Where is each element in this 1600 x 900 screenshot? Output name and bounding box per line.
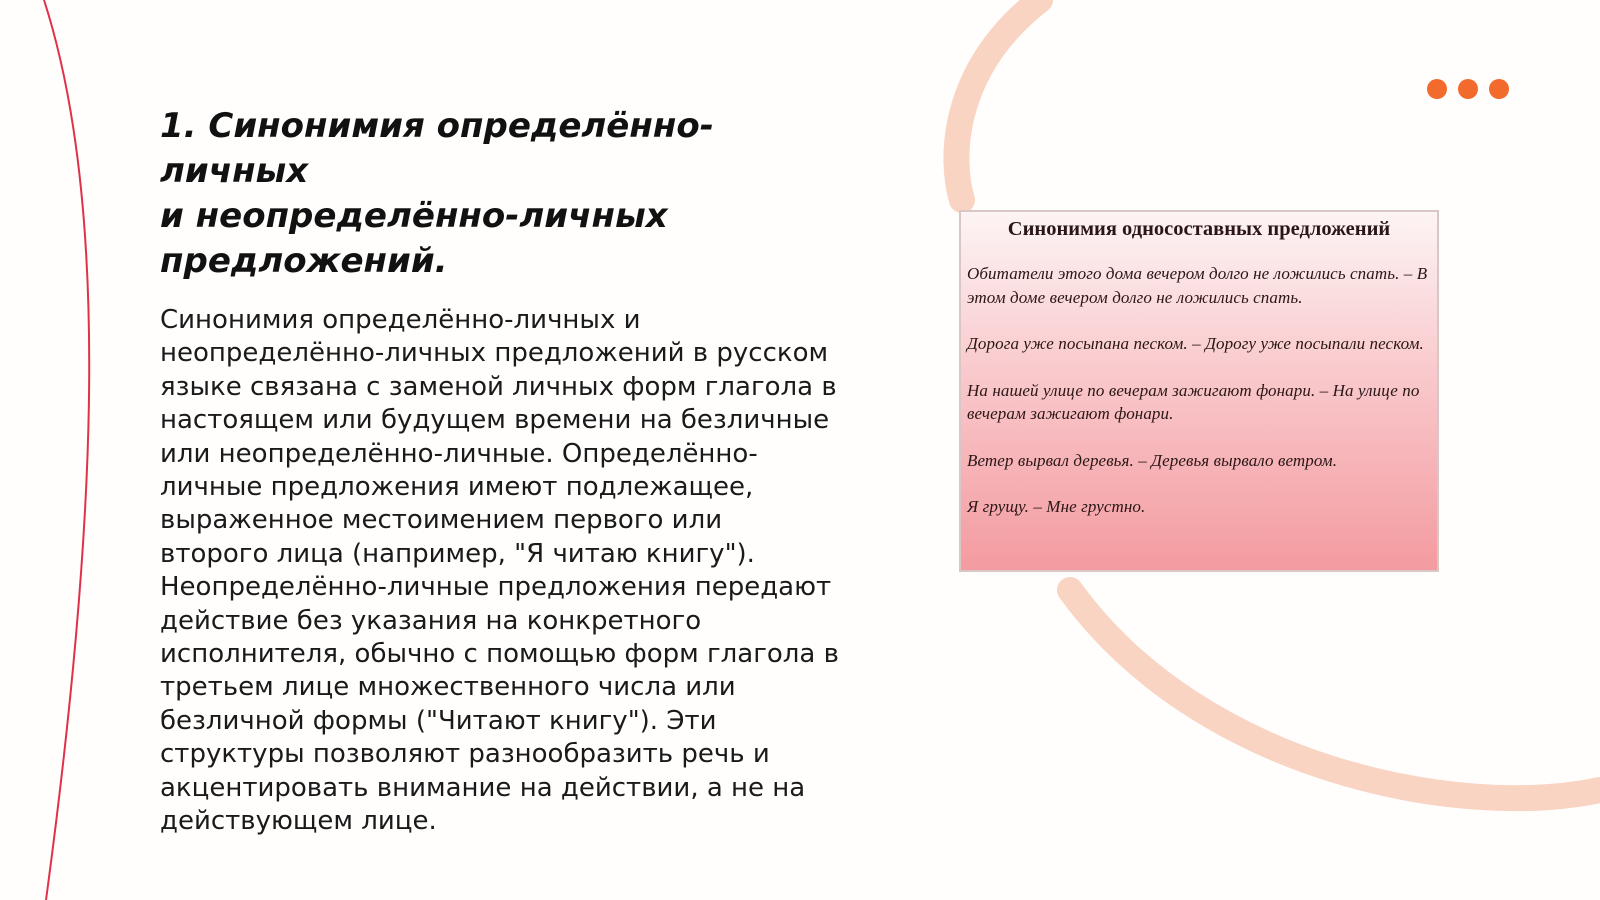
example-item: Я грущу. – Мне грустно.	[967, 497, 1146, 516]
menu-dots-icon	[1427, 79, 1509, 99]
example-item: Обитатели этого дома вечером долго не ложились спать. – В этом доме вечером долго не ложились спать.	[967, 264, 1428, 307]
dot-icon	[1489, 79, 1509, 99]
example-item: Ветер вырвал деревья. – Деревья вырвало ветром.	[967, 450, 1338, 470]
left-decorative-line	[44, 0, 89, 900]
slide-body-text: Синонимия определённо-личных и неопределённо-личных предложений в русском языке связана с заменой личных форм глагола в настоящем или будущем времени на безличные или неопределённо-личные. Определённо- личные предложения имеют подлежащее, выраженное местоимением первого или второго лица (например, "Я читаю книгу"). Неопределённо-личные предложения передают действие без указания на конкретного исполнителя, обычно с помощью форм глагола в третьем лице множественного числа или безличной формы ("Читают книгу"). Эти структуры позволяют разнообразить речь и акцентировать внимание на действии, а не на действующем лице.	[160, 305, 839, 837]
dot-icon	[1427, 79, 1447, 99]
example-item: На нашей улице по вечерам зажигают фонари. – На улице по вечерам зажигают фонари.	[967, 380, 1420, 423]
examples-card	[959, 210, 1439, 572]
example-item: Дорога уже посыпана песком. – Дорогу уже посыпали песком.	[967, 334, 1424, 353]
dot-icon	[1458, 79, 1478, 99]
slide-title: 1. Синонимия определённо-личных и неопределённо-личных предложений.	[160, 106, 714, 281]
examples-list	[967, 262, 1433, 542]
examples-card-title: Синонимия односоставных предложений	[1007, 218, 1391, 240]
